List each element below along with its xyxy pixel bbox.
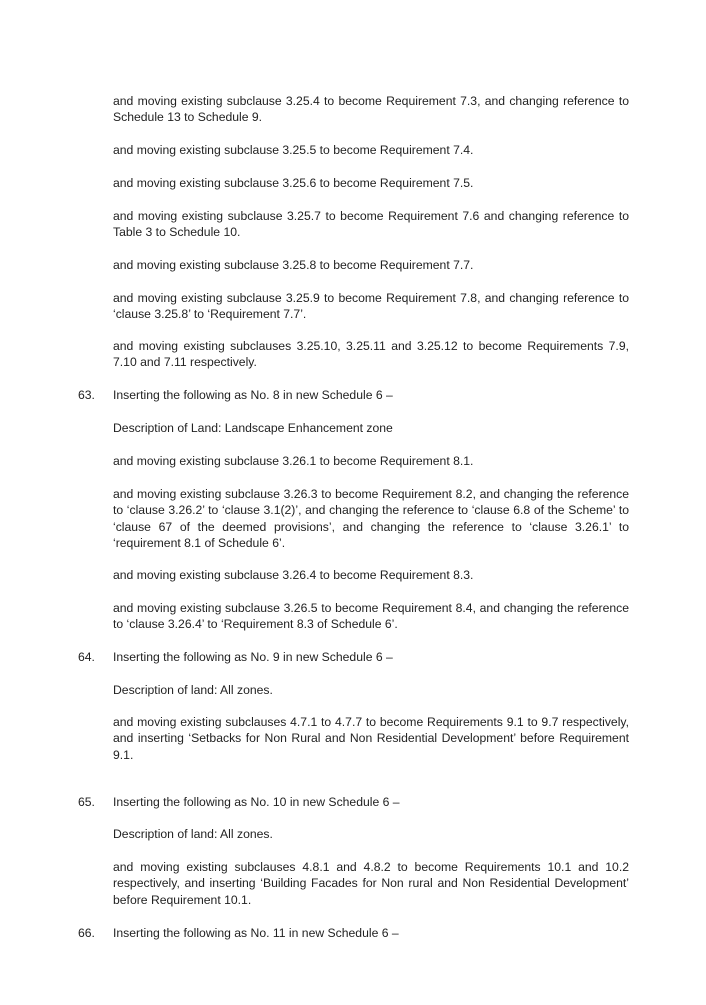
paragraph: and moving existing subclause 3.25.7 to become Requirement 7.6 and changing reference to Table 3 to Schedule 10. [113,209,629,240]
paragraph: and moving existing subclause 3.25.8 to become Requirement 7.7. [113,258,474,272]
item-number: 65. [78,795,95,809]
paragraph: and moving existing subclauses 3.25.10, 3.25.11 and 3.25.12 to become Requirements 7.9, 7.10 and 7.11 respectively. [113,339,629,370]
paragraph: and moving existing subclauses 4.8.1 and 4.8.2 to become Requirements 10.1 and 10.2 respectively, and inserting ‘Building Facades for Non rural and Non Residential Development’ before Requirement 10.1. [113,860,629,907]
paragraph: and moving existing subclause 3.25.6 to become Requirement 7.5. [113,176,474,190]
paragraph: and moving existing subclause 3.26.5 to become Requirement 8.4, and changing the reference to ‘clause 3.26.4’ to ‘Requirement 8.3 of Schedule 6’. [113,601,629,632]
item-number: 64. [78,650,95,664]
paragraph: Description of Land: Landscape Enhancement zone [113,421,393,435]
paragraph: and moving existing subclause 3.25.5 to become Requirement 7.4. [113,143,474,157]
item-heading: Inserting the following as No. 8 in new Schedule 6 – [113,388,393,402]
item-number: 66. [78,926,95,940]
paragraph: and moving existing subclause 3.25.4 to become Requirement 7.3, and changing reference to Schedule 13 to Schedule 9. [113,94,629,125]
item-number: 63. [78,388,95,402]
paragraph: and moving existing subclause 3.26.1 to become Requirement 8.1. [113,454,474,468]
paragraph: and moving existing subclause 3.26.3 to become Requirement 8.2, and changing the reference to ‘clause 3.26.2’ to ‘clause 3.1(2)’, and changing the reference to ‘clause 6.8 of the Scheme’ to ‘clause 67 of the deemed provisions’, and changing the reference to ‘clause 3.26.1’ to ‘requirement 8.1 of Schedule 6’. [113,487,629,551]
paragraph: and moving existing subclause 3.26.4 to become Requirement 8.3. [113,568,474,582]
item-heading: Inserting the following as No. 11 in new Schedule 6 – [113,926,399,940]
paragraph: Description of land: All zones. [113,683,273,697]
item-heading: Inserting the following as No. 9 in new Schedule 6 – [113,650,393,664]
paragraph: and moving existing subclauses 4.7.1 to 4.7.7 to become Requirements 9.1 to 9.7 respectively, and inserting ‘Setbacks for Non Rural and Non Residential Development’ before Requirement 9.1. [113,715,629,762]
item-heading: Inserting the following as No. 10 in new Schedule 6 – [113,795,400,809]
paragraph: and moving existing subclause 3.25.9 to become Requirement 7.8, and changing reference to ‘clause 3.25.8’ to ‘Requirement 7.7’. [113,291,629,322]
paragraph: Description of land: All zones. [113,827,273,841]
